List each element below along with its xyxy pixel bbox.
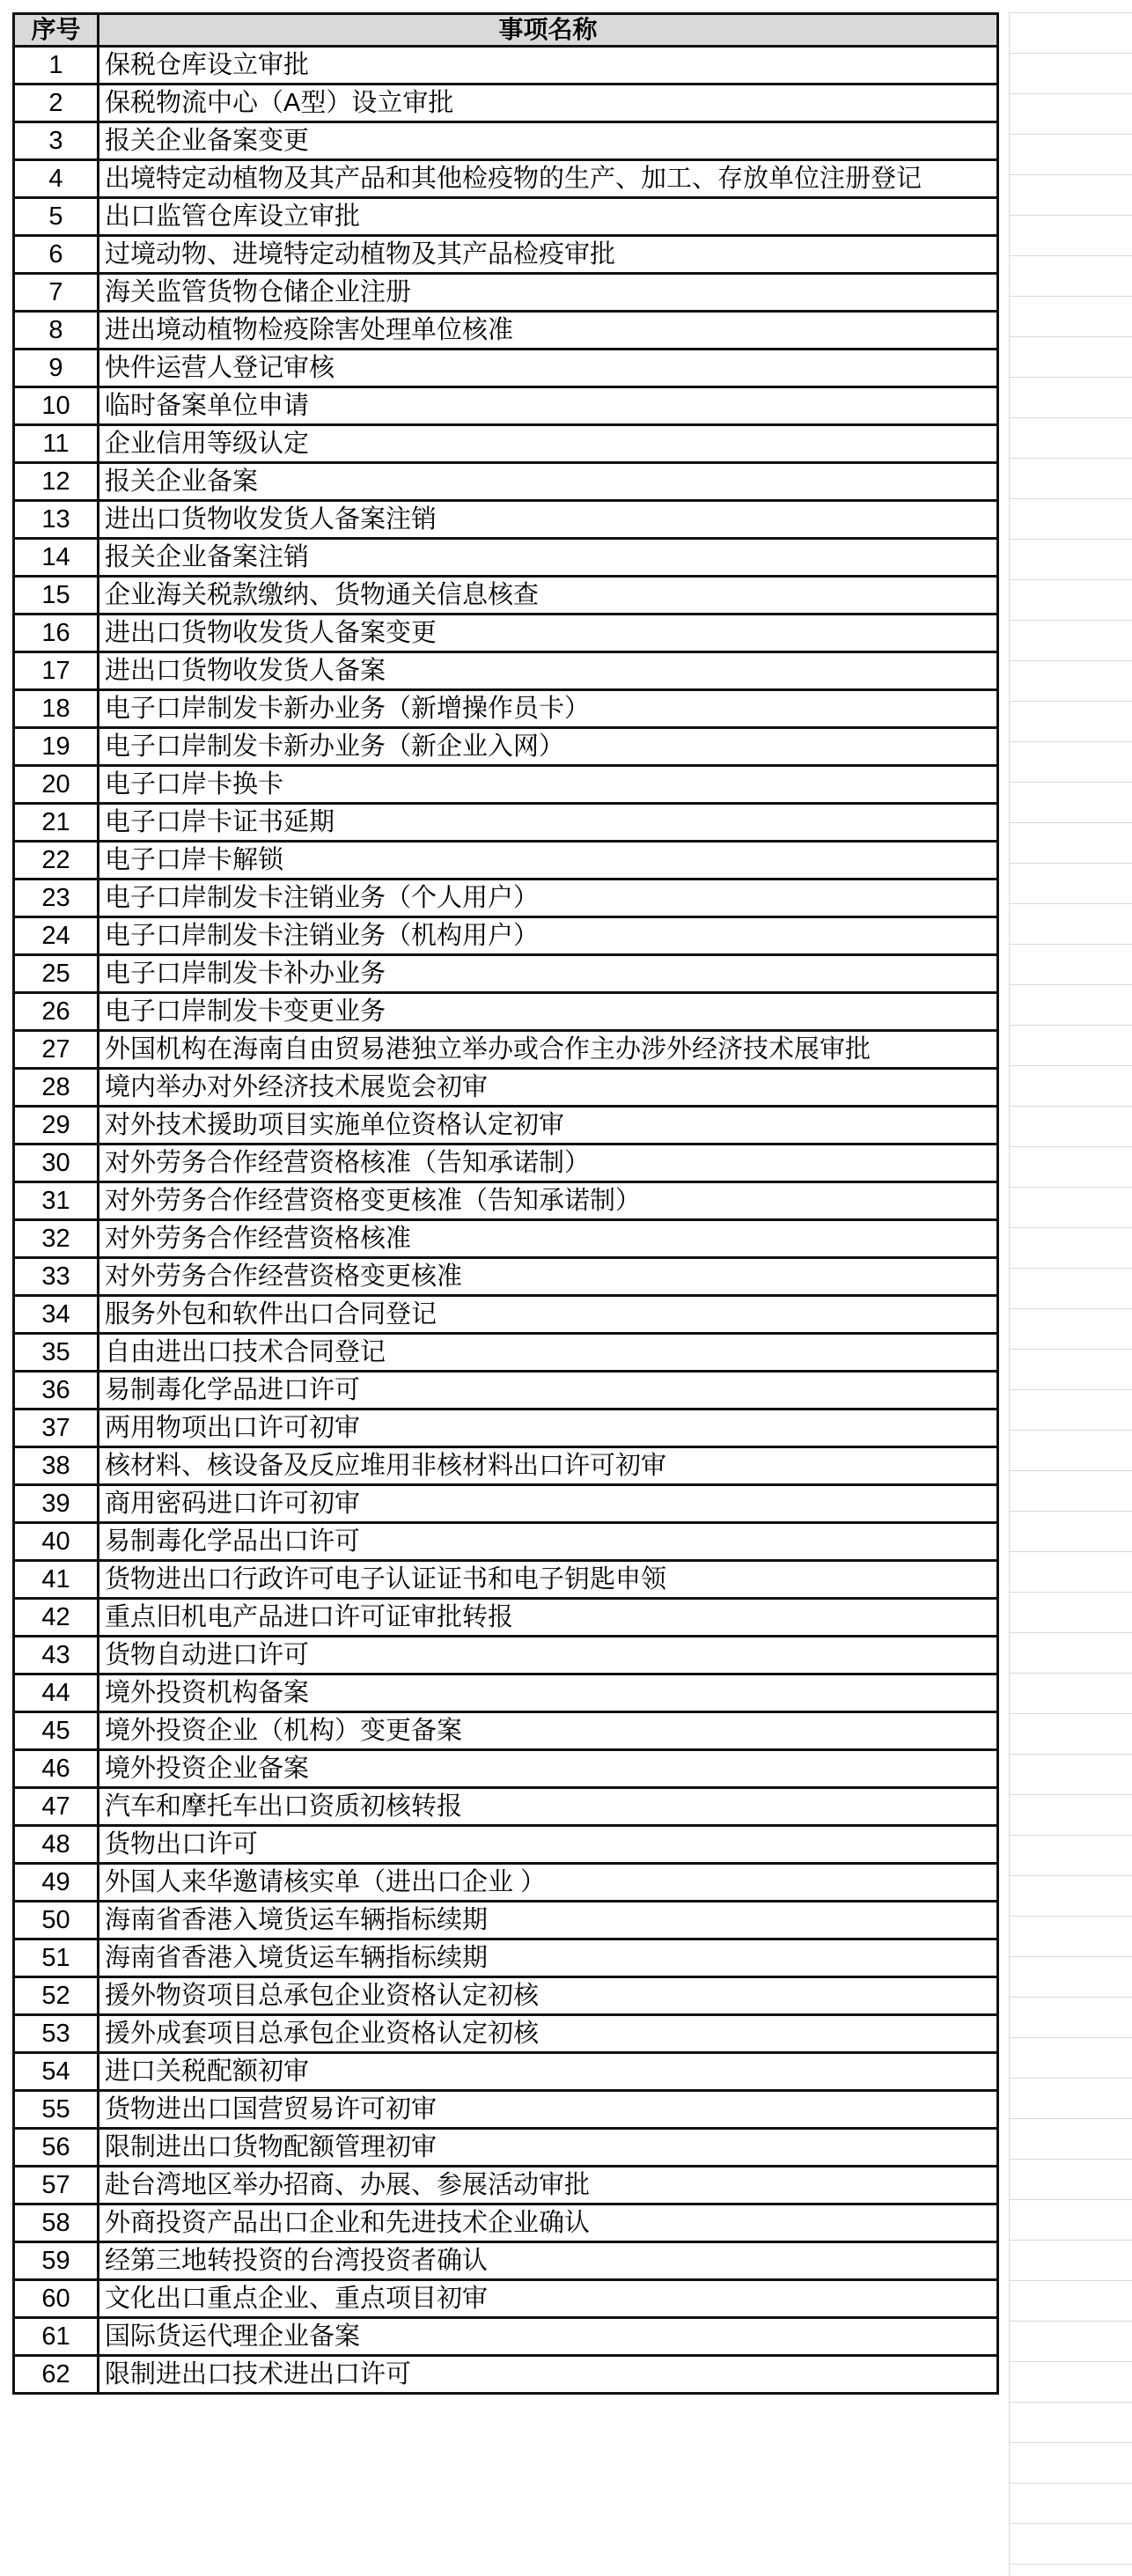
row-index-cell[interactable]: 31: [14, 1182, 99, 1220]
table-row: [14, 1409, 998, 1447]
row-item-name-cell[interactable]: 出口监管仓库设立审批: [99, 198, 998, 236]
table-row: [14, 2204, 998, 2242]
row-item-name-cell[interactable]: 赴台湾地区举办招商、办展、参展活动审批: [99, 2167, 998, 2204]
table-row: [14, 2242, 998, 2280]
row-item-name-cell[interactable]: 援外物资项目总承包企业资格认定初核: [99, 1977, 998, 2015]
row-item-name-cell[interactable]: 对外劳务合作经营资格核准: [99, 1220, 998, 1258]
row-index-cell[interactable]: 54: [14, 2053, 99, 2091]
row-item-name-cell[interactable]: 海关监管货物仓储企业注册: [99, 274, 998, 312]
row-item-name-cell[interactable]: 电子口岸卡换卡: [99, 766, 998, 804]
row-index-cell[interactable]: 16: [14, 615, 99, 652]
table-row: [14, 1637, 998, 1674]
row-item-name-cell[interactable]: 电子口岸制发卡注销业务（个人用户）: [99, 880, 998, 917]
table-row: [14, 917, 998, 955]
row-item-name-cell[interactable]: 报关企业备案注销: [99, 539, 998, 577]
row-item-name-cell[interactable]: 出境特定动植物及其产品和其他检疫物的生产、加工、存放单位注册登记: [99, 160, 998, 198]
row-item-name-cell[interactable]: 对外劳务合作经营资格核准（告知承诺制）: [99, 1144, 998, 1182]
row-index-cell[interactable]: 21: [14, 804, 99, 842]
row-item-name-cell[interactable]: 海南省香港入境货运车辆指标续期: [99, 1939, 998, 1977]
row-item-name-cell[interactable]: 对外劳务合作经营资格变更核准: [99, 1258, 998, 1296]
row-index-cell[interactable]: 26: [14, 993, 99, 1031]
row-index-cell[interactable]: 29: [14, 1107, 99, 1144]
row-item-name-cell[interactable]: 国际货运代理企业备案: [99, 2318, 998, 2356]
row-index-cell[interactable]: 59: [14, 2242, 99, 2280]
row-item-name-cell[interactable]: 进出口货物收发货人备案注销: [99, 501, 998, 539]
row-index-cell[interactable]: 57: [14, 2167, 99, 2204]
row-item-name-cell[interactable]: 报关企业备案变更: [99, 122, 998, 160]
row-index-cell[interactable]: 42: [14, 1599, 99, 1637]
row-item-name-cell[interactable]: 外商投资产品出口企业和先进技术企业确认: [99, 2204, 998, 2242]
table-row: [14, 1107, 998, 1144]
row-index-cell[interactable]: 51: [14, 1939, 99, 1977]
row-index-cell[interactable]: 10: [14, 387, 99, 425]
row-item-name-cell[interactable]: 对外技术援助项目实施单位资格认定初审: [99, 1107, 998, 1144]
row-index-cell[interactable]: 24: [14, 917, 99, 955]
row-index-cell[interactable]: 2: [14, 85, 99, 122]
table-row: [14, 236, 998, 274]
empty-grid-column: [1009, 12, 1132, 2576]
table-row: [14, 690, 998, 728]
row-index-cell[interactable]: 7: [14, 274, 99, 312]
table-row: [14, 2167, 998, 2204]
row-index-cell[interactable]: 27: [14, 1031, 99, 1069]
row-item-name-cell[interactable]: 限制进出口货物配额管理初审: [99, 2129, 998, 2167]
row-item-name-cell[interactable]: 外国人来华邀请核实单（进出口企业 ）: [99, 1864, 998, 1902]
row-item-name-cell[interactable]: 服务外包和软件出口合同登记: [99, 1296, 998, 1334]
table-row: [14, 955, 998, 993]
row-index-cell[interactable]: 13: [14, 501, 99, 539]
table-row: [14, 2053, 998, 2091]
row-item-name-cell[interactable]: 境外投资企业（机构）变更备案: [99, 1712, 998, 1750]
table-row: [14, 577, 998, 615]
row-item-name-cell[interactable]: 援外成套项目总承包企业资格认定初核: [99, 2015, 998, 2053]
table-row: [14, 615, 998, 652]
row-index-cell[interactable]: 48: [14, 1826, 99, 1864]
row-item-name-cell[interactable]: 临时备案单位申请: [99, 387, 998, 425]
row-index-cell[interactable]: 43: [14, 1637, 99, 1674]
row-index-cell[interactable]: 60: [14, 2280, 99, 2318]
row-item-name-cell[interactable]: 电子口岸制发卡补办业务: [99, 955, 998, 993]
table-row: [14, 1485, 998, 1523]
row-item-name-cell[interactable]: 进出境动植物检疫除害处理单位核准: [99, 312, 998, 350]
table-row: [14, 1977, 998, 2015]
table-row: [14, 387, 998, 425]
header-row: [14, 14, 998, 47]
table-row: [14, 2015, 998, 2053]
row-index-cell[interactable]: 22: [14, 842, 99, 880]
table-row: [14, 1712, 998, 1750]
table-row: [14, 1523, 998, 1561]
row-item-name-cell[interactable]: 电子口岸卡解锁: [99, 842, 998, 880]
table-row: [14, 728, 998, 766]
row-index-cell[interactable]: 53: [14, 2015, 99, 2053]
row-index-cell[interactable]: 56: [14, 2129, 99, 2167]
row-index-cell[interactable]: 30: [14, 1144, 99, 1182]
row-index-cell[interactable]: 25: [14, 955, 99, 993]
table-row: [14, 1788, 998, 1826]
row-index-cell[interactable]: 36: [14, 1372, 99, 1409]
table-row: [14, 1447, 998, 1485]
row-item-name-cell[interactable]: 报关企业备案: [99, 463, 998, 501]
table-row: [14, 1826, 998, 1864]
row-index-cell[interactable]: 32: [14, 1220, 99, 1258]
table-row: [14, 1144, 998, 1182]
table-row: [14, 274, 998, 312]
row-index-cell[interactable]: 23: [14, 880, 99, 917]
table-row: [14, 501, 998, 539]
table-row: [14, 1296, 998, 1334]
row-index-cell[interactable]: 47: [14, 1788, 99, 1826]
table-row: [14, 804, 998, 842]
table-row: [14, 463, 998, 501]
row-item-name-cell[interactable]: 货物进出口国营贸易许可初审: [99, 2091, 998, 2129]
header-item-name[interactable]: 事项名称: [99, 14, 998, 47]
row-item-name-cell[interactable]: 商用密码进口许可初审: [99, 1485, 998, 1523]
table-row: [14, 880, 998, 917]
row-item-name-cell[interactable]: 海南省香港入境货运车辆指标续期: [99, 1902, 998, 1939]
table-row: [14, 1372, 998, 1409]
row-index-cell[interactable]: 3: [14, 122, 99, 160]
row-item-name-cell[interactable]: 境外投资机构备案: [99, 1674, 998, 1712]
table-row: [14, 539, 998, 577]
row-index-cell[interactable]: 14: [14, 539, 99, 577]
row-index-cell[interactable]: 52: [14, 1977, 99, 2015]
table-row: [14, 1750, 998, 1788]
row-index-cell[interactable]: 62: [14, 2356, 99, 2394]
row-item-name-cell[interactable]: 汽车和摩托车出口资质初核转报: [99, 1788, 998, 1826]
row-index-cell[interactable]: 40: [14, 1523, 99, 1561]
table-row: [14, 1939, 998, 1977]
row-item-name-cell[interactable]: 易制毒化学品进口许可: [99, 1372, 998, 1409]
row-index-cell[interactable]: 1: [14, 47, 99, 85]
row-index-cell[interactable]: 33: [14, 1258, 99, 1296]
table-row: [14, 425, 998, 463]
row-item-name-cell[interactable]: 保税仓库设立审批: [99, 47, 998, 85]
row-item-name-cell[interactable]: 境内举办对外经济技术展览会初审: [99, 1069, 998, 1107]
spreadsheet: [12, 12, 1132, 2395]
table-row: [14, 993, 998, 1031]
row-index-cell[interactable]: 50: [14, 1902, 99, 1939]
row-index-cell[interactable]: 18: [14, 690, 99, 728]
row-item-name-cell[interactable]: 企业信用等级认定: [99, 425, 998, 463]
table-row: [14, 312, 998, 350]
row-index-cell[interactable]: 46: [14, 1750, 99, 1788]
table-row: [14, 1069, 998, 1107]
table-row: [14, 1031, 998, 1069]
table-row: [14, 1674, 998, 1712]
row-item-name-cell[interactable]: 两用物项出口许可初审: [99, 1409, 998, 1447]
row-index-cell[interactable]: 44: [14, 1674, 99, 1712]
row-index-cell[interactable]: 55: [14, 2091, 99, 2129]
row-index-cell[interactable]: 38: [14, 1447, 99, 1485]
table-row: [14, 85, 998, 122]
table-row: [14, 160, 998, 198]
row-index-cell[interactable]: 6: [14, 236, 99, 274]
row-item-name-cell[interactable]: 电子口岸制发卡新办业务（新增操作员卡）: [99, 690, 998, 728]
row-index-cell[interactable]: 28: [14, 1069, 99, 1107]
table-row: [14, 2280, 998, 2318]
row-index-cell[interactable]: 4: [14, 160, 99, 198]
row-index-cell[interactable]: 41: [14, 1561, 99, 1599]
table-row: [14, 1334, 998, 1372]
row-item-name-cell[interactable]: 货物出口许可: [99, 1826, 998, 1864]
table-row: [14, 1182, 998, 1220]
row-item-name-cell[interactable]: 电子口岸制发卡新办业务（新企业入网）: [99, 728, 998, 766]
row-item-name-cell[interactable]: 限制进出口技术进出口许可: [99, 2356, 998, 2394]
table-row: [14, 2318, 998, 2356]
row-index-cell[interactable]: 37: [14, 1409, 99, 1447]
row-item-name-cell[interactable]: 境外投资企业备案: [99, 1750, 998, 1788]
row-item-name-cell[interactable]: 过境动物、进境特定动植物及其产品检疫审批: [99, 236, 998, 274]
table-row: [14, 1864, 998, 1902]
row-item-name-cell[interactable]: 电子口岸卡证书延期: [99, 804, 998, 842]
row-item-name-cell[interactable]: 易制毒化学品出口许可: [99, 1523, 998, 1561]
row-index-cell[interactable]: 39: [14, 1485, 99, 1523]
row-index-cell[interactable]: 15: [14, 577, 99, 615]
header-index[interactable]: 序号: [14, 14, 99, 47]
row-item-name-cell[interactable]: 货物自动进口许可: [99, 1637, 998, 1674]
row-item-name-cell[interactable]: 进出口货物收发货人备案: [99, 652, 998, 690]
row-item-name-cell[interactable]: 电子口岸制发卡注销业务（机构用户）: [99, 917, 998, 955]
row-item-name-cell[interactable]: 核材料、核设备及反应堆用非核材料出口许可初审: [99, 1447, 998, 1485]
row-index-cell[interactable]: 20: [14, 766, 99, 804]
row-item-name-cell[interactable]: 货物进出口行政许可电子认证证书和电子钥匙申领: [99, 1561, 998, 1599]
row-item-name-cell[interactable]: 外国机构在海南自由贸易港独立举办或合作主办涉外经济技术展审批: [99, 1031, 998, 1069]
row-item-name-cell[interactable]: 文化出口重点企业、重点项目初审: [99, 2280, 998, 2318]
table-row: [14, 1220, 998, 1258]
table-row: [14, 2356, 998, 2394]
row-item-name-cell[interactable]: 自由进出口技术合同登记: [99, 1334, 998, 1372]
row-index-cell[interactable]: 34: [14, 1296, 99, 1334]
table-row: [14, 652, 998, 690]
row-index-cell[interactable]: 12: [14, 463, 99, 501]
row-index-cell[interactable]: 49: [14, 1864, 99, 1902]
row-index-cell[interactable]: 61: [14, 2318, 99, 2356]
row-index-cell[interactable]: 35: [14, 1334, 99, 1372]
table-row: [14, 766, 998, 804]
table-row: [14, 1561, 998, 1599]
table-row: [14, 2091, 998, 2129]
row-item-name-cell[interactable]: 进出口货物收发货人备案变更: [99, 615, 998, 652]
table-row: [14, 47, 998, 85]
row-item-name-cell[interactable]: 企业海关税款缴纳、货物通关信息核查: [99, 577, 998, 615]
row-item-name-cell[interactable]: 电子口岸制发卡变更业务: [99, 993, 998, 1031]
table-row: [14, 2129, 998, 2167]
table-row: [14, 842, 998, 880]
row-item-name-cell[interactable]: 进口关税配额初审: [99, 2053, 998, 2091]
row-index-cell[interactable]: 9: [14, 350, 99, 387]
table-row: [14, 1258, 998, 1296]
table-row: [14, 198, 998, 236]
row-index-cell[interactable]: 45: [14, 1712, 99, 1750]
table-row: [14, 1599, 998, 1637]
row-index-cell[interactable]: 8: [14, 312, 99, 350]
row-item-name-cell[interactable]: 经第三地转投资的台湾投资者确认: [99, 2242, 998, 2280]
row-index-cell[interactable]: 58: [14, 2204, 99, 2242]
row-index-cell[interactable]: 5: [14, 198, 99, 236]
row-item-name-cell[interactable]: 重点旧机电产品进口许可证审批转报: [99, 1599, 998, 1637]
row-item-name-cell[interactable]: 快件运营人登记审核: [99, 350, 998, 387]
table-row: [14, 1902, 998, 1939]
table-row: [14, 350, 998, 387]
row-index-cell[interactable]: 19: [14, 728, 99, 766]
row-item-name-cell[interactable]: 保税物流中心（A型）设立审批: [99, 85, 998, 122]
row-index-cell[interactable]: 11: [14, 425, 99, 463]
row-index-cell[interactable]: 17: [14, 652, 99, 690]
items-table: [12, 12, 999, 2395]
row-item-name-cell[interactable]: 对外劳务合作经营资格变更核准（告知承诺制）: [99, 1182, 998, 1220]
table-row: [14, 122, 998, 160]
